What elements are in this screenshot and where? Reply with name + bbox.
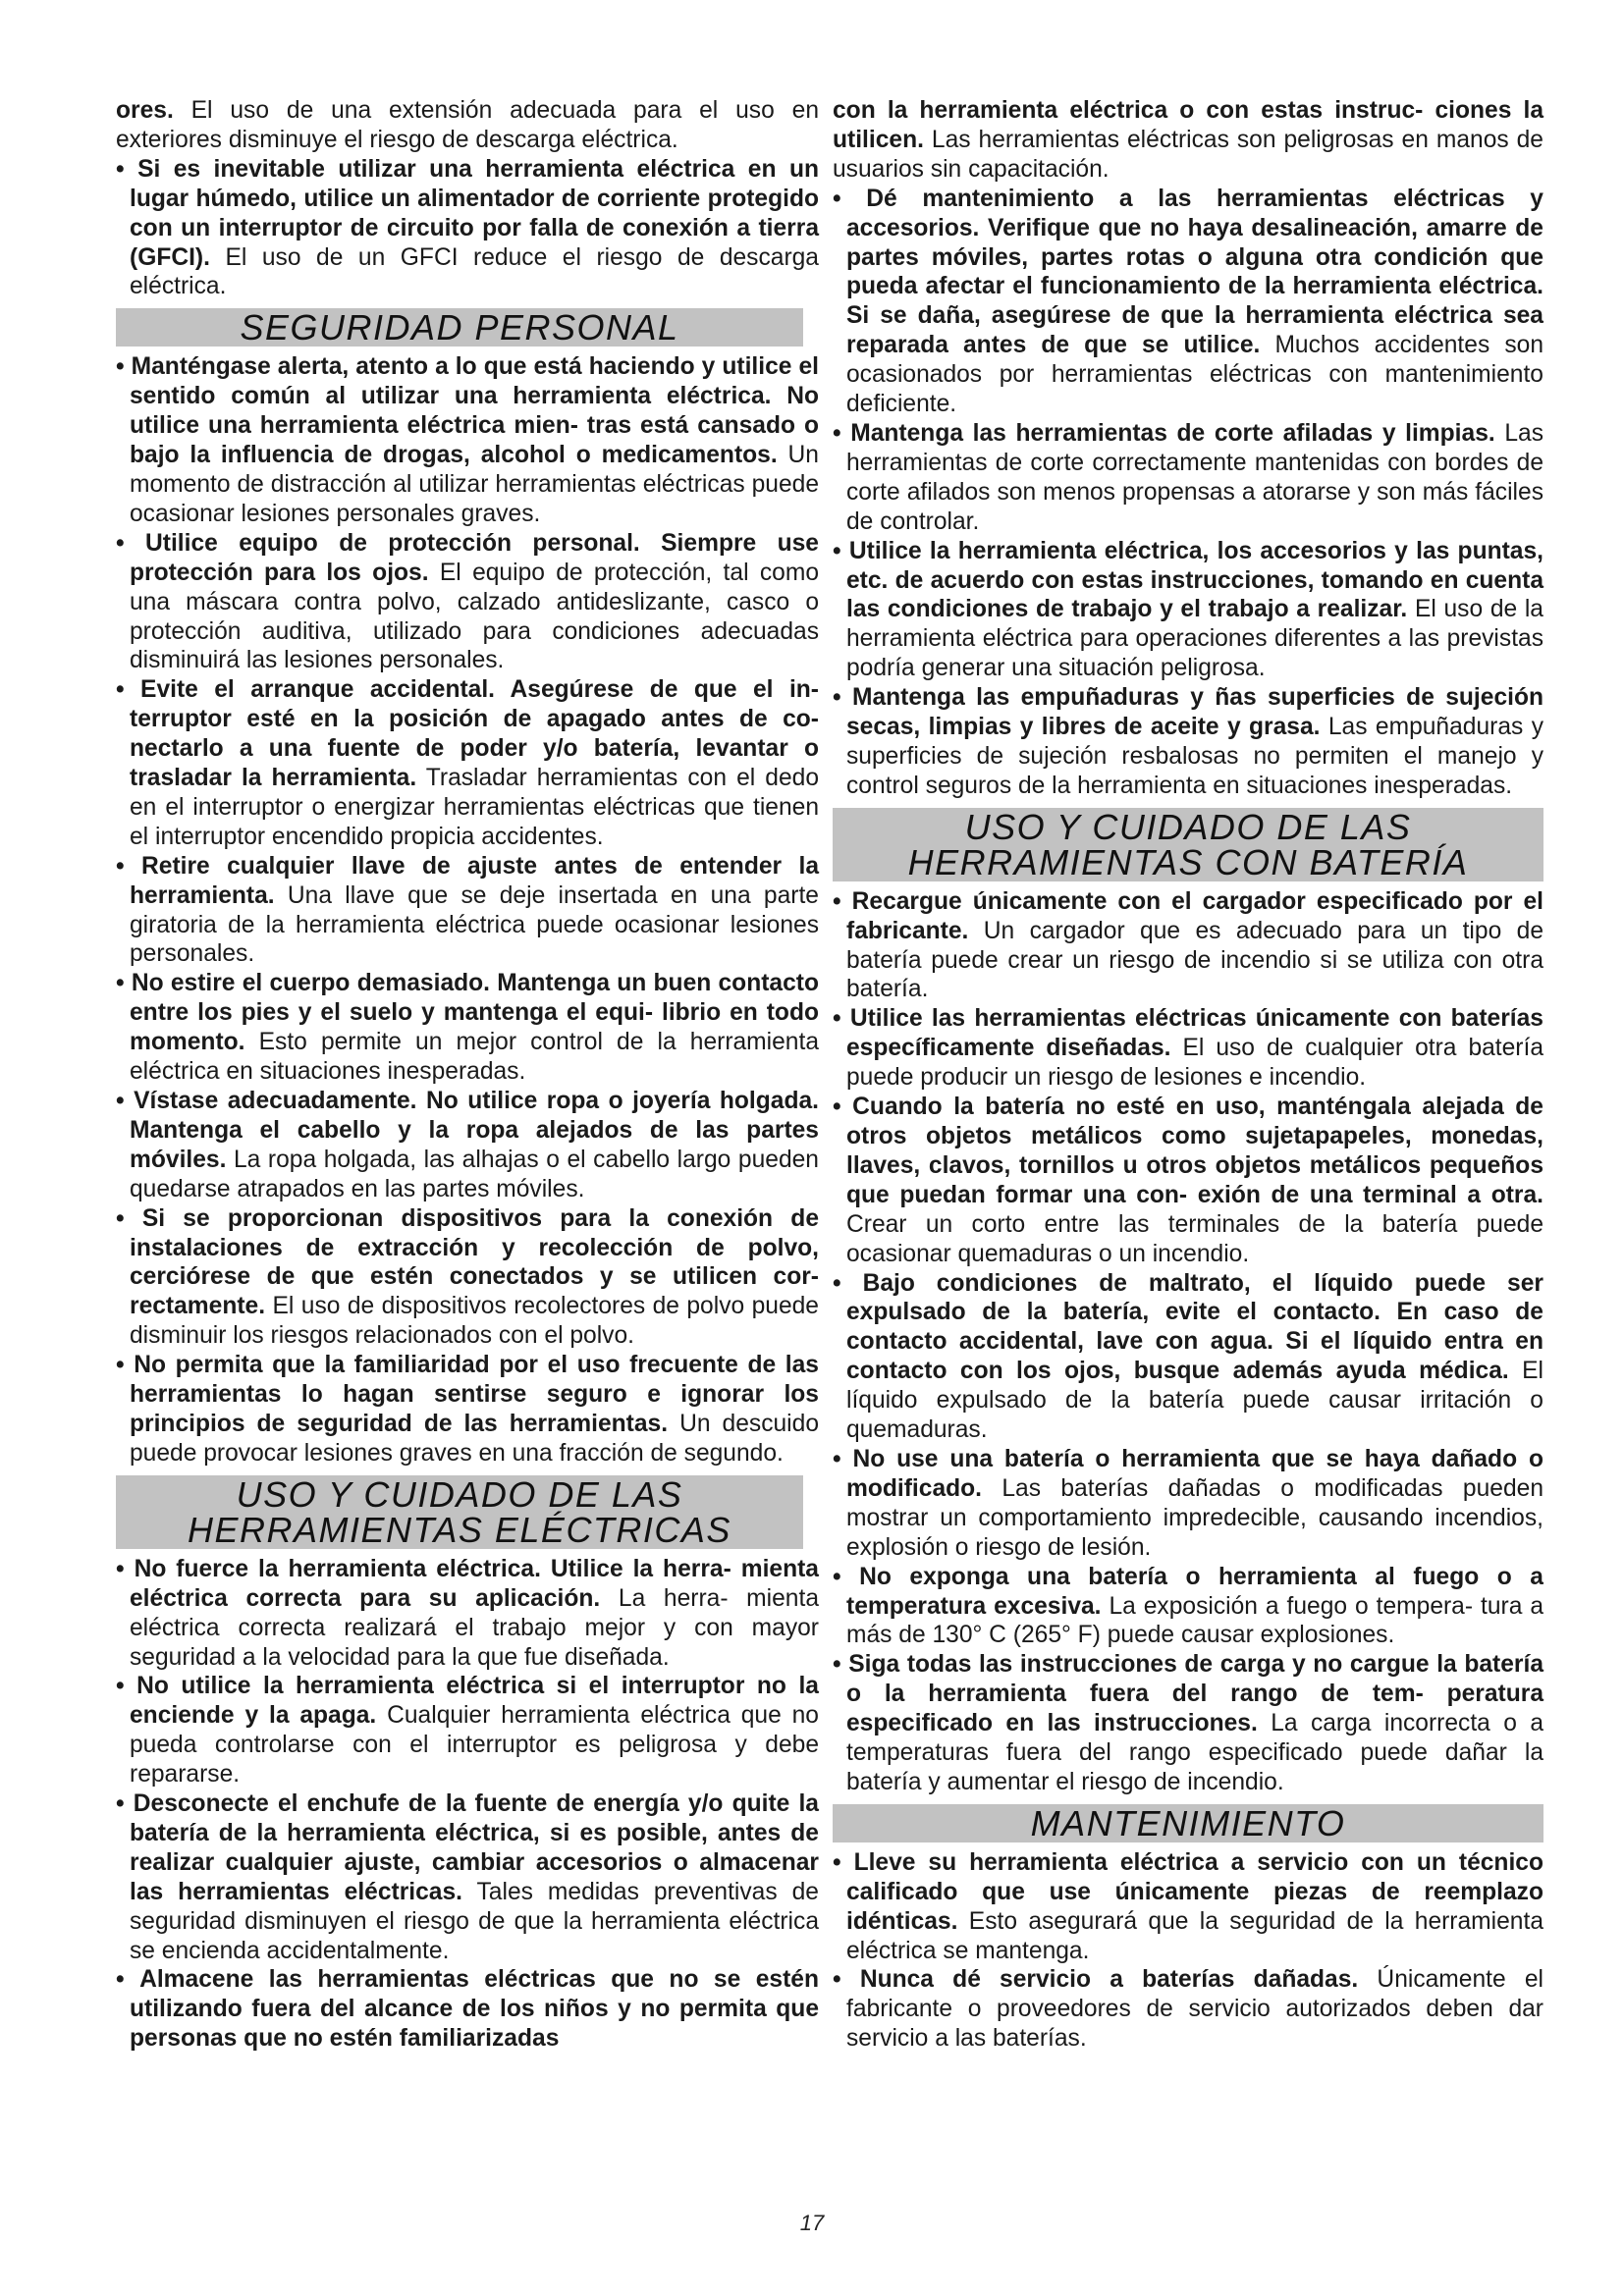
heading-text: HERRAMIENTAS CON BATERÍA (907, 841, 1469, 882)
body-text: El uso de la herramienta eléctrica para operaciones diferentes a las previstas podría generar una situación peligrosa. (846, 596, 1543, 682)
safety-item (116, 969, 819, 1087)
safety-item (833, 537, 1543, 684)
safety-item (116, 852, 819, 970)
body-text: Crear un corto entre las terminales de la batería puede ocasionar quemaduras o un incendio. (846, 1210, 1543, 1267)
body-text: Un momento de distracción al utilizar herramientas eléctricas puede ocasionar lesiones personales graves. (130, 442, 819, 527)
body-text: El líquido expulsado de la batería puede causar irritación o quemaduras. (846, 1358, 1543, 1444)
section-heading-uso-cuidado-herramientas (116, 1475, 803, 1549)
safety-item (833, 1848, 1543, 1966)
body-text: Esto asegurará que la seguridad de la herramienta eléctrica se mantenga. (846, 1907, 1543, 1964)
body-text: Las herramientas eléctricas son peligrosas en manos de usuarios sin capacitación. (833, 126, 1543, 183)
right-column (833, 96, 1543, 2054)
safety-item (833, 1563, 1543, 1651)
body-text: Una llave que se deje insertada en una parte giratoria de la herramienta eléctrica puede ocasionar lesiones personales. (130, 881, 819, 968)
bold-text: con la herramienta eléctrica o con estas instruc- ciones la utilicen. (833, 97, 1543, 153)
body-text: La carga incorrecta o a temperaturas fuera del rango especificado puede dañar la batería y aumentar el riesgo de incendio. (846, 1710, 1543, 1795)
bold-text: Evite el arranque accidental. Asegúrese de que el in- terruptor esté en la posición de apagado antes de co- nectarlo a una fuente de poder y/o batería, levantar o trasladar la herramienta. (130, 676, 819, 792)
heading-text: USO Y CUIDADO DE LAS (964, 806, 1412, 847)
safety-item (116, 1351, 819, 1468)
bold-text: Mantenga las empuñaduras y ñas superficies de sujeción secas, limpias y libres de aceite y grasa. (846, 684, 1544, 741)
safety-item (833, 1650, 1543, 1797)
safety-item (833, 887, 1543, 1005)
bold-text: Si se proporcionan dispositivos para la conexión de instalaciones de extracción y recolección de polvo, cerciórese de que estén conectados y se utilicen cor- rectamente. (130, 1204, 819, 1320)
bold-text: Utilice la herramienta eléctrica, los accesorios y las puntas, etc. de acuerdo con estas instrucciones, tomando en cuenta las condiciones de trabajo y el trabajo a realizar. (846, 537, 1543, 623)
body-text: Un descuido puede provocar lesiones graves en una fracción de segundo. (130, 1410, 819, 1467)
body-text: El uso de una extensión adecuada para el uso en exteriores disminuye el riesgo de descarga eléctrica. (116, 97, 819, 153)
safety-item (833, 419, 1543, 537)
bold-text: Recargue únicamente con el cargador especificado por el fabricante. (846, 887, 1544, 944)
body-text: Las herramientas de corte correctamente mantenidas con bordes de corte afilados son menos propensas a atorarse y son más fáciles de controlar. (846, 419, 1543, 535)
safety-item (116, 1555, 819, 1673)
bold-text: No fuerce la herramienta eléctrica. Utilice la herra- mienta eléctrica correcta para su aplicación. (130, 1555, 819, 1612)
body-text: La ropa holgada, las alhajas o el cabello largo pueden quedarse atrapados en las partes móviles. (130, 1146, 819, 1202)
safety-item (116, 529, 819, 676)
body-text: El uso de un GFCI reduce el riesgo de descarga eléctrica. (130, 243, 819, 300)
heading-text: SEGURIDAD PERSONAL (240, 307, 679, 348)
bold-text: No permita que la familiaridad por el uso frecuente de las herramientas lo hagan sentirse seguro e ignorar los principios de seguridad de las herramientas. (130, 1352, 819, 1437)
bold-text: Nunca dé servicio a baterías dañadas. (859, 1966, 1359, 1994)
body-text: Un cargador que es adecuado para un tipo de batería puede crear un riesgo de incendio si se utiliza con otra batería. (846, 917, 1543, 1003)
safety-item (833, 1965, 1543, 2054)
safety-item (116, 1204, 819, 1352)
body-text: Cualquier herramienta eléctrica que no pueda controlarse con el interruptor es peligrosa y debe repararse. (130, 1702, 819, 1789)
safety-item (116, 1672, 819, 1789)
left-column (116, 96, 819, 2054)
body-text: Muchos accidentes son ocasionados por herramientas eléctricas con mantenimiento deficiente. (846, 332, 1543, 418)
bold-text: Si es inevitable utilizar una herramienta eléctrica en un lugar húmedo, utilice un alimentador de corriente protegido con un interruptor de circuito por falla de conexión a tierra (GFCI). (130, 155, 819, 271)
bold-text: No exponga una batería o herramienta al fuego o a temperatura excesiva. (846, 1563, 1543, 1620)
safety-item (833, 1093, 1543, 1268)
safety-item (116, 1965, 819, 2054)
section-heading-seguridad-personal (116, 308, 803, 347)
body-text: La exposición a fuego o tempera- tura a más de 130° C (265° F) puede causar explosiones. (846, 1592, 1543, 1649)
bold-text: ores. (116, 97, 174, 124)
safety-item (833, 185, 1543, 419)
bold-text: Retire cualquier llave de ajuste antes de entender la herramienta. (130, 852, 820, 909)
heading-text: HERRAMIENTAS ELÉCTRICAS (188, 1509, 731, 1550)
bold-text: Manténgase alerta, atento a lo que está haciendo y utilice el sentido común al utilizar una herramienta eléctrica. No utilice una herramienta eléctrica mien- tras está cansado o bajo la influencia de drogas, alcohol o medicamentos. (130, 353, 819, 469)
bold-text: Vístase adecuadamente. No utilice ropa o joyería holgada. Mantenga el cabello y la ropa alejados de las partes móviles. (130, 1088, 819, 1173)
body-text: Trasladar herramientas con el dedo en el interruptor o energizar herramientas eléctricas que tienen el interruptor encendido propicia accidentes. (130, 765, 819, 850)
body-text: Únicamente el fabricante o proveedores de servicio autorizados deben dar servicio a las baterías. (846, 1966, 1543, 2053)
section-heading-mantenimiento (833, 1804, 1543, 1842)
bold-text: No utilice la herramienta eléctrica si el interruptor no la enciende y la apaga. (130, 1673, 819, 1730)
safety-item (116, 1789, 819, 1965)
bold-text: Bajo condiciones de maltrato, el líquido puede ser expulsado de la batería, evite el contacto. En caso de contacto accidental, lave con agua. Si el líquido entra en contacto con los ojos, busque además ayuda médica. (846, 1269, 1543, 1385)
bold-text: Siga todas las instrucciones de carga y no cargue la batería o la herramienta fuera del rango de tem- peratura especificado en las instrucciones. (846, 1651, 1543, 1737)
page-number: 17 (799, 2211, 825, 2235)
paragraph (116, 96, 819, 155)
heading-text: USO Y CUIDADO DE LAS (236, 1473, 683, 1515)
bold-text: Desconecte el enchufe de la fuente de energía y/o quite la batería de la herramienta eléctrica, si es posible, antes de realizar cualquier ajuste, cambiar accesorios o almacenar las herramientas eléctricas. (130, 1790, 819, 1905)
bold-text: Cuando la batería no esté en uso, manténgala alejada de otros objetos metálicos como sujetapapeles, monedas, llaves, clavos, tornillos u otros objetos metálicos pequeños que puedan formar una con- exión de una terminal a otra. (846, 1094, 1543, 1208)
bold-text: Mantenga las herramientas de corte afiladas y limpias. (850, 419, 1495, 447)
bold-text: Almacene las herramientas eléctricas que no se estén utilizando fuera del alcance de los niños y no permita que personas que no estén familiarizadas (130, 1966, 819, 2053)
bold-text: Dé mantenimiento a las herramientas eléctricas y accesorios. Verifique que no haya desalineación, amarre de partes móviles, partes rotas o alguna otra condición que pueda afectar el funcionamiento de la herramienta eléctrica. Si se daña, asegúrese de que la herramienta eléctrica sea reparada antes de que se utilice. (846, 185, 1543, 359)
body-text: Las empuñaduras y superficies de sujeción resbalosas no permiten el manejo y control seguros de la herramienta en situaciones inesperadas. (846, 714, 1543, 799)
safety-item (833, 683, 1543, 801)
bold-text: Utilice equipo de protección personal. Siempre use protección para los ojos. (130, 529, 819, 586)
body-text: El uso de cualquier otra batería puede producir un riesgo de lesiones e incendio. (846, 1035, 1544, 1092)
bold-text: No use una batería o herramienta que se haya dañado o modificado. (846, 1445, 1543, 1502)
body-text: El equipo de protección, tal como una máscara contra polvo, calzado antideslizante, casco o protección auditiva, utilizado para condiciones adecuadas disminuirá las lesiones personales. (130, 559, 819, 674)
body-text: La herra- mienta eléctrica correcta realizará el trabajo mejor y con mayor seguridad a la velocidad para la que fue diseñada. (130, 1584, 819, 1671)
bold-text: No estire el cuerpo demasiado. Mantenga un buen contacto entre los pies y el suelo y mantenga el equi- librio en todo momento. (130, 970, 819, 1056)
bold-text: Lleve su herramienta eléctrica a servicio con un técnico calificado que use únicamente piezas de reemplazo idénticas. (846, 1848, 1543, 1935)
body-text: Las baterías dañadas o modificadas pueden mostrar un comportamiento impredecible, causando incendios, explosión o riesgo de lesión. (846, 1474, 1543, 1561)
safety-item (116, 155, 819, 302)
heading-text: MANTENIMIENTO (1030, 1802, 1346, 1843)
safety-item (833, 1004, 1543, 1093)
body-text: El uso de dispositivos recolectores de polvo puede disminuir los riesgos relacionados con el polvo. (130, 1293, 819, 1350)
bold-text: Utilice las herramientas eléctricas únicamente con baterías específicamente diseñadas. (846, 1005, 1543, 1062)
safety-item (833, 1269, 1543, 1445)
section-heading-uso-cuidado-bateria (833, 808, 1543, 881)
body-text: Tales medidas preventivas de seguridad disminuyen el riesgo de que la herramienta eléctrica se encienda accidentalmente. (130, 1878, 819, 1964)
paragraph (833, 96, 1543, 185)
safety-item (116, 675, 819, 851)
safety-item (833, 1445, 1543, 1563)
safety-item (116, 1087, 819, 1204)
safety-item (116, 352, 819, 528)
body-text: Esto permite un mejor control de la herramienta eléctrica en situaciones inesperadas. (130, 1029, 819, 1086)
